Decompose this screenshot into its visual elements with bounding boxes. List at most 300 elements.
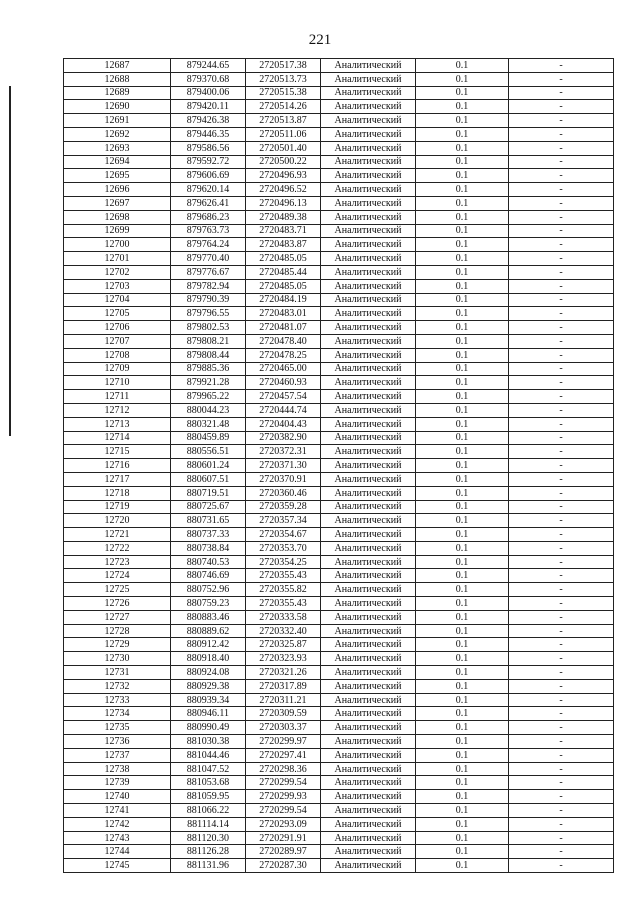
description-cell: -	[509, 321, 614, 335]
point-number-cell: 12701	[64, 252, 171, 266]
method-cell: Аналитический	[321, 804, 416, 818]
method-cell: Аналитический	[321, 72, 416, 86]
description-cell: -	[509, 417, 614, 431]
table-row	[64, 293, 614, 307]
precision-cell: 0.1	[416, 762, 509, 776]
y-coordinate-cell: 2720353.70	[246, 541, 321, 555]
point-number-cell: 12733	[64, 693, 171, 707]
x-coordinate-cell: 879763.73	[171, 224, 246, 238]
method-cell: Аналитический	[321, 252, 416, 266]
margin-bar	[9, 86, 11, 436]
y-coordinate-cell: 2720372.31	[246, 445, 321, 459]
precision-cell: 0.1	[416, 321, 509, 335]
method-cell: Аналитический	[321, 845, 416, 859]
table-row	[64, 100, 614, 114]
description-cell: -	[509, 776, 614, 790]
precision-cell: 0.1	[416, 514, 509, 528]
method-cell: Аналитический	[321, 334, 416, 348]
precision-cell: 0.1	[416, 790, 509, 804]
method-cell: Аналитический	[321, 762, 416, 776]
description-cell: -	[509, 610, 614, 624]
method-cell: Аналитический	[321, 748, 416, 762]
table-row	[64, 265, 614, 279]
x-coordinate-cell: 880924.08	[171, 666, 246, 680]
point-number-cell: 12696	[64, 183, 171, 197]
method-cell: Аналитический	[321, 431, 416, 445]
x-coordinate-cell: 881066.22	[171, 804, 246, 818]
point-number-cell: 12688	[64, 72, 171, 86]
point-number-cell: 12713	[64, 417, 171, 431]
y-coordinate-cell: 2720289.97	[246, 845, 321, 859]
description-cell: -	[509, 528, 614, 542]
method-cell: Аналитический	[321, 279, 416, 293]
x-coordinate-cell: 880044.23	[171, 403, 246, 417]
precision-cell: 0.1	[416, 127, 509, 141]
y-coordinate-cell: 2720478.25	[246, 348, 321, 362]
precision-cell: 0.1	[416, 845, 509, 859]
precision-cell: 0.1	[416, 804, 509, 818]
page-number: 221	[308, 32, 332, 48]
y-coordinate-cell: 2720483.01	[246, 307, 321, 321]
point-number-cell: 12728	[64, 624, 171, 638]
point-number-cell: 12737	[64, 748, 171, 762]
description-cell: -	[509, 348, 614, 362]
y-coordinate-cell: 2720371.30	[246, 459, 321, 473]
point-number-cell: 12725	[64, 583, 171, 597]
table-row	[64, 196, 614, 210]
method-cell: Аналитический	[321, 362, 416, 376]
y-coordinate-cell: 2720501.40	[246, 141, 321, 155]
point-number-cell: 12714	[64, 431, 171, 445]
point-number-cell: 12727	[64, 610, 171, 624]
point-number-cell: 12722	[64, 541, 171, 555]
method-cell: Аналитический	[321, 790, 416, 804]
y-coordinate-cell: 2720517.38	[246, 59, 321, 73]
x-coordinate-cell: 880719.51	[171, 486, 246, 500]
table-row	[64, 859, 614, 873]
description-cell: -	[509, 735, 614, 749]
description-cell: -	[509, 334, 614, 348]
table-row	[64, 141, 614, 155]
precision-cell: 0.1	[416, 169, 509, 183]
y-coordinate-cell: 2720370.91	[246, 472, 321, 486]
y-coordinate-cell: 2720513.87	[246, 114, 321, 128]
y-coordinate-cell: 2720496.93	[246, 169, 321, 183]
x-coordinate-cell: 881047.52	[171, 762, 246, 776]
point-number-cell: 12712	[64, 403, 171, 417]
table-row	[64, 569, 614, 583]
precision-cell: 0.1	[416, 583, 509, 597]
point-number-cell: 12743	[64, 831, 171, 845]
y-coordinate-cell: 2720303.37	[246, 721, 321, 735]
precision-cell: 0.1	[416, 459, 509, 473]
table-row	[64, 183, 614, 197]
x-coordinate-cell: 879770.40	[171, 252, 246, 266]
precision-cell: 0.1	[416, 707, 509, 721]
x-coordinate-cell: 879782.94	[171, 279, 246, 293]
point-number-cell: 12707	[64, 334, 171, 348]
x-coordinate-cell: 879764.24	[171, 238, 246, 252]
point-number-cell: 12702	[64, 265, 171, 279]
description-cell: -	[509, 210, 614, 224]
x-coordinate-cell: 881126.28	[171, 845, 246, 859]
table-row	[64, 845, 614, 859]
x-coordinate-cell: 880912.42	[171, 638, 246, 652]
method-cell: Аналитический	[321, 86, 416, 100]
precision-cell: 0.1	[416, 859, 509, 873]
precision-cell: 0.1	[416, 500, 509, 514]
method-cell: Аналитический	[321, 127, 416, 141]
table-row	[64, 541, 614, 555]
description-cell: -	[509, 100, 614, 114]
precision-cell: 0.1	[416, 486, 509, 500]
method-cell: Аналитический	[321, 707, 416, 721]
table-row	[64, 334, 614, 348]
point-number-cell: 12723	[64, 555, 171, 569]
x-coordinate-cell: 881044.46	[171, 748, 246, 762]
y-coordinate-cell: 2720514.26	[246, 100, 321, 114]
y-coordinate-cell: 2720297.41	[246, 748, 321, 762]
description-cell: -	[509, 265, 614, 279]
method-cell: Аналитический	[321, 624, 416, 638]
table-row	[64, 238, 614, 252]
y-coordinate-cell: 2720515.38	[246, 86, 321, 100]
description-cell: -	[509, 748, 614, 762]
point-number-cell: 12734	[64, 707, 171, 721]
precision-cell: 0.1	[416, 597, 509, 611]
precision-cell: 0.1	[416, 390, 509, 404]
point-number-cell: 12724	[64, 569, 171, 583]
x-coordinate-cell: 879400.06	[171, 86, 246, 100]
method-cell: Аналитический	[321, 445, 416, 459]
table-row	[64, 831, 614, 845]
precision-cell: 0.1	[416, 541, 509, 555]
y-coordinate-cell: 2720485.44	[246, 265, 321, 279]
precision-cell: 0.1	[416, 348, 509, 362]
description-cell: -	[509, 127, 614, 141]
point-number-cell: 12692	[64, 127, 171, 141]
description-cell: -	[509, 831, 614, 845]
y-coordinate-cell: 2720333.58	[246, 610, 321, 624]
method-cell: Аналитический	[321, 417, 416, 431]
y-coordinate-cell: 2720293.09	[246, 817, 321, 831]
method-cell: Аналитический	[321, 459, 416, 473]
point-number-cell: 12698	[64, 210, 171, 224]
point-number-cell: 12697	[64, 196, 171, 210]
precision-cell: 0.1	[416, 431, 509, 445]
point-number-cell: 12690	[64, 100, 171, 114]
method-cell: Аналитический	[321, 348, 416, 362]
description-cell: -	[509, 141, 614, 155]
method-cell: Аналитический	[321, 114, 416, 128]
x-coordinate-cell: 880601.24	[171, 459, 246, 473]
table-row	[64, 114, 614, 128]
description-cell: -	[509, 624, 614, 638]
method-cell: Аналитический	[321, 376, 416, 390]
description-cell: -	[509, 666, 614, 680]
precision-cell: 0.1	[416, 679, 509, 693]
point-number-cell: 12738	[64, 762, 171, 776]
point-number-cell: 12709	[64, 362, 171, 376]
precision-cell: 0.1	[416, 224, 509, 238]
point-number-cell: 12689	[64, 86, 171, 100]
table-row	[64, 500, 614, 514]
description-cell: -	[509, 59, 614, 73]
description-cell: -	[509, 459, 614, 473]
description-cell: -	[509, 307, 614, 321]
point-number-cell: 12726	[64, 597, 171, 611]
x-coordinate-cell: 879426.38	[171, 114, 246, 128]
x-coordinate-cell: 879592.72	[171, 155, 246, 169]
description-cell: -	[509, 390, 614, 404]
table-row	[64, 790, 614, 804]
x-coordinate-cell: 880607.51	[171, 472, 246, 486]
point-number-cell: 12741	[64, 804, 171, 818]
description-cell: -	[509, 293, 614, 307]
description-cell: -	[509, 514, 614, 528]
description-cell: -	[509, 486, 614, 500]
method-cell: Аналитический	[321, 638, 416, 652]
description-cell: -	[509, 224, 614, 238]
description-cell: -	[509, 597, 614, 611]
table-row	[64, 638, 614, 652]
x-coordinate-cell: 879626.41	[171, 196, 246, 210]
method-cell: Аналитический	[321, 817, 416, 831]
precision-cell: 0.1	[416, 652, 509, 666]
description-cell: -	[509, 555, 614, 569]
description-cell: -	[509, 804, 614, 818]
y-coordinate-cell: 2720404.43	[246, 417, 321, 431]
precision-cell: 0.1	[416, 362, 509, 376]
y-coordinate-cell: 2720355.43	[246, 597, 321, 611]
description-cell: -	[509, 845, 614, 859]
x-coordinate-cell: 879921.28	[171, 376, 246, 390]
precision-cell: 0.1	[416, 610, 509, 624]
y-coordinate-cell: 2720460.93	[246, 376, 321, 390]
method-cell: Аналитический	[321, 583, 416, 597]
precision-cell: 0.1	[416, 334, 509, 348]
method-cell: Аналитический	[321, 693, 416, 707]
point-number-cell: 12700	[64, 238, 171, 252]
method-cell: Аналитический	[321, 224, 416, 238]
precision-cell: 0.1	[416, 59, 509, 73]
method-cell: Аналитический	[321, 679, 416, 693]
description-cell: -	[509, 403, 614, 417]
precision-cell: 0.1	[416, 252, 509, 266]
description-cell: -	[509, 376, 614, 390]
y-coordinate-cell: 2720299.54	[246, 804, 321, 818]
table-row	[64, 72, 614, 86]
method-cell: Аналитический	[321, 183, 416, 197]
x-coordinate-cell: 879586.56	[171, 141, 246, 155]
y-coordinate-cell: 2720355.82	[246, 583, 321, 597]
table-row	[64, 127, 614, 141]
y-coordinate-cell: 2720309.59	[246, 707, 321, 721]
description-cell: -	[509, 569, 614, 583]
x-coordinate-cell: 879965.22	[171, 390, 246, 404]
precision-cell: 0.1	[416, 279, 509, 293]
table-row	[64, 348, 614, 362]
method-cell: Аналитический	[321, 196, 416, 210]
point-number-cell: 12710	[64, 376, 171, 390]
description-cell: -	[509, 279, 614, 293]
point-number-cell: 12703	[64, 279, 171, 293]
x-coordinate-cell: 880321.48	[171, 417, 246, 431]
description-cell: -	[509, 362, 614, 376]
point-number-cell: 12721	[64, 528, 171, 542]
table-row	[64, 652, 614, 666]
precision-cell: 0.1	[416, 472, 509, 486]
y-coordinate-cell: 2720483.71	[246, 224, 321, 238]
precision-cell: 0.1	[416, 100, 509, 114]
precision-cell: 0.1	[416, 638, 509, 652]
y-coordinate-cell: 2720355.43	[246, 569, 321, 583]
precision-cell: 0.1	[416, 86, 509, 100]
point-number-cell: 12744	[64, 845, 171, 859]
precision-cell: 0.1	[416, 555, 509, 569]
point-number-cell: 12745	[64, 859, 171, 873]
point-number-cell: 12691	[64, 114, 171, 128]
table-row	[64, 721, 614, 735]
method-cell: Аналитический	[321, 569, 416, 583]
y-coordinate-cell: 2720325.87	[246, 638, 321, 652]
x-coordinate-cell: 880883.46	[171, 610, 246, 624]
y-coordinate-cell: 2720457.54	[246, 390, 321, 404]
table-row	[64, 155, 614, 169]
method-cell: Аналитический	[321, 776, 416, 790]
point-number-cell: 12704	[64, 293, 171, 307]
table-row	[64, 735, 614, 749]
description-cell: -	[509, 859, 614, 873]
precision-cell: 0.1	[416, 183, 509, 197]
table-row	[64, 666, 614, 680]
x-coordinate-cell: 880752.96	[171, 583, 246, 597]
table-row	[64, 376, 614, 390]
point-number-cell: 12715	[64, 445, 171, 459]
x-coordinate-cell: 880737.33	[171, 528, 246, 542]
table-row	[64, 583, 614, 597]
x-coordinate-cell: 879776.67	[171, 265, 246, 279]
point-number-cell: 12735	[64, 721, 171, 735]
point-number-cell: 12706	[64, 321, 171, 335]
table-body	[64, 59, 614, 873]
x-coordinate-cell: 880459.89	[171, 431, 246, 445]
table-row	[64, 224, 614, 238]
table-row	[64, 431, 614, 445]
table-row	[64, 169, 614, 183]
description-cell: -	[509, 86, 614, 100]
point-number-cell: 12736	[64, 735, 171, 749]
y-coordinate-cell: 2720484.19	[246, 293, 321, 307]
point-number-cell: 12742	[64, 817, 171, 831]
table-row	[64, 321, 614, 335]
y-coordinate-cell: 2720299.97	[246, 735, 321, 749]
y-coordinate-cell: 2720511.06	[246, 127, 321, 141]
table-row	[64, 528, 614, 542]
point-number-cell: 12708	[64, 348, 171, 362]
point-number-cell: 12693	[64, 141, 171, 155]
precision-cell: 0.1	[416, 693, 509, 707]
precision-cell: 0.1	[416, 569, 509, 583]
x-coordinate-cell: 879370.68	[171, 72, 246, 86]
method-cell: Аналитический	[321, 141, 416, 155]
x-coordinate-cell: 879420.11	[171, 100, 246, 114]
y-coordinate-cell: 2720465.00	[246, 362, 321, 376]
method-cell: Аналитический	[321, 486, 416, 500]
table-row	[64, 597, 614, 611]
method-cell: Аналитический	[321, 100, 416, 114]
description-cell: -	[509, 169, 614, 183]
x-coordinate-cell: 880918.40	[171, 652, 246, 666]
y-coordinate-cell: 2720496.13	[246, 196, 321, 210]
y-coordinate-cell: 2720481.07	[246, 321, 321, 335]
method-cell: Аналитический	[321, 831, 416, 845]
precision-cell: 0.1	[416, 72, 509, 86]
y-coordinate-cell: 2720354.25	[246, 555, 321, 569]
precision-cell: 0.1	[416, 293, 509, 307]
table-row	[64, 514, 614, 528]
y-coordinate-cell: 2720485.05	[246, 279, 321, 293]
y-coordinate-cell: 2720513.73	[246, 72, 321, 86]
table-row	[64, 679, 614, 693]
x-coordinate-cell: 880759.23	[171, 597, 246, 611]
method-cell: Аналитический	[321, 293, 416, 307]
method-cell: Аналитический	[321, 169, 416, 183]
description-cell: -	[509, 707, 614, 721]
point-number-cell: 12699	[64, 224, 171, 238]
y-coordinate-cell: 2720500.22	[246, 155, 321, 169]
point-number-cell: 12695	[64, 169, 171, 183]
x-coordinate-cell: 881059.95	[171, 790, 246, 804]
y-coordinate-cell: 2720489.38	[246, 210, 321, 224]
table-row	[64, 804, 614, 818]
precision-cell: 0.1	[416, 417, 509, 431]
table-row	[64, 403, 614, 417]
x-coordinate-cell: 879802.53	[171, 321, 246, 335]
precision-cell: 0.1	[416, 528, 509, 542]
precision-cell: 0.1	[416, 210, 509, 224]
point-number-cell: 12705	[64, 307, 171, 321]
table-row	[64, 486, 614, 500]
x-coordinate-cell: 881131.96	[171, 859, 246, 873]
table-row	[64, 210, 614, 224]
x-coordinate-cell: 880740.53	[171, 555, 246, 569]
precision-cell: 0.1	[416, 721, 509, 735]
precision-cell: 0.1	[416, 831, 509, 845]
x-coordinate-cell: 880990.49	[171, 721, 246, 735]
description-cell: -	[509, 431, 614, 445]
description-cell: -	[509, 817, 614, 831]
description-cell: -	[509, 762, 614, 776]
precision-cell: 0.1	[416, 666, 509, 680]
method-cell: Аналитический	[321, 390, 416, 404]
precision-cell: 0.1	[416, 776, 509, 790]
x-coordinate-cell: 881053.68	[171, 776, 246, 790]
method-cell: Аналитический	[321, 735, 416, 749]
point-number-cell: 12718	[64, 486, 171, 500]
x-coordinate-cell: 879790.39	[171, 293, 246, 307]
table-row	[64, 459, 614, 473]
method-cell: Аналитический	[321, 472, 416, 486]
y-coordinate-cell: 2720291.91	[246, 831, 321, 845]
y-coordinate-cell: 2720299.54	[246, 776, 321, 790]
y-coordinate-cell: 2720444.74	[246, 403, 321, 417]
precision-cell: 0.1	[416, 445, 509, 459]
table-row	[64, 252, 614, 266]
table-row	[64, 86, 614, 100]
point-number-cell: 12711	[64, 390, 171, 404]
y-coordinate-cell: 2720287.30	[246, 859, 321, 873]
